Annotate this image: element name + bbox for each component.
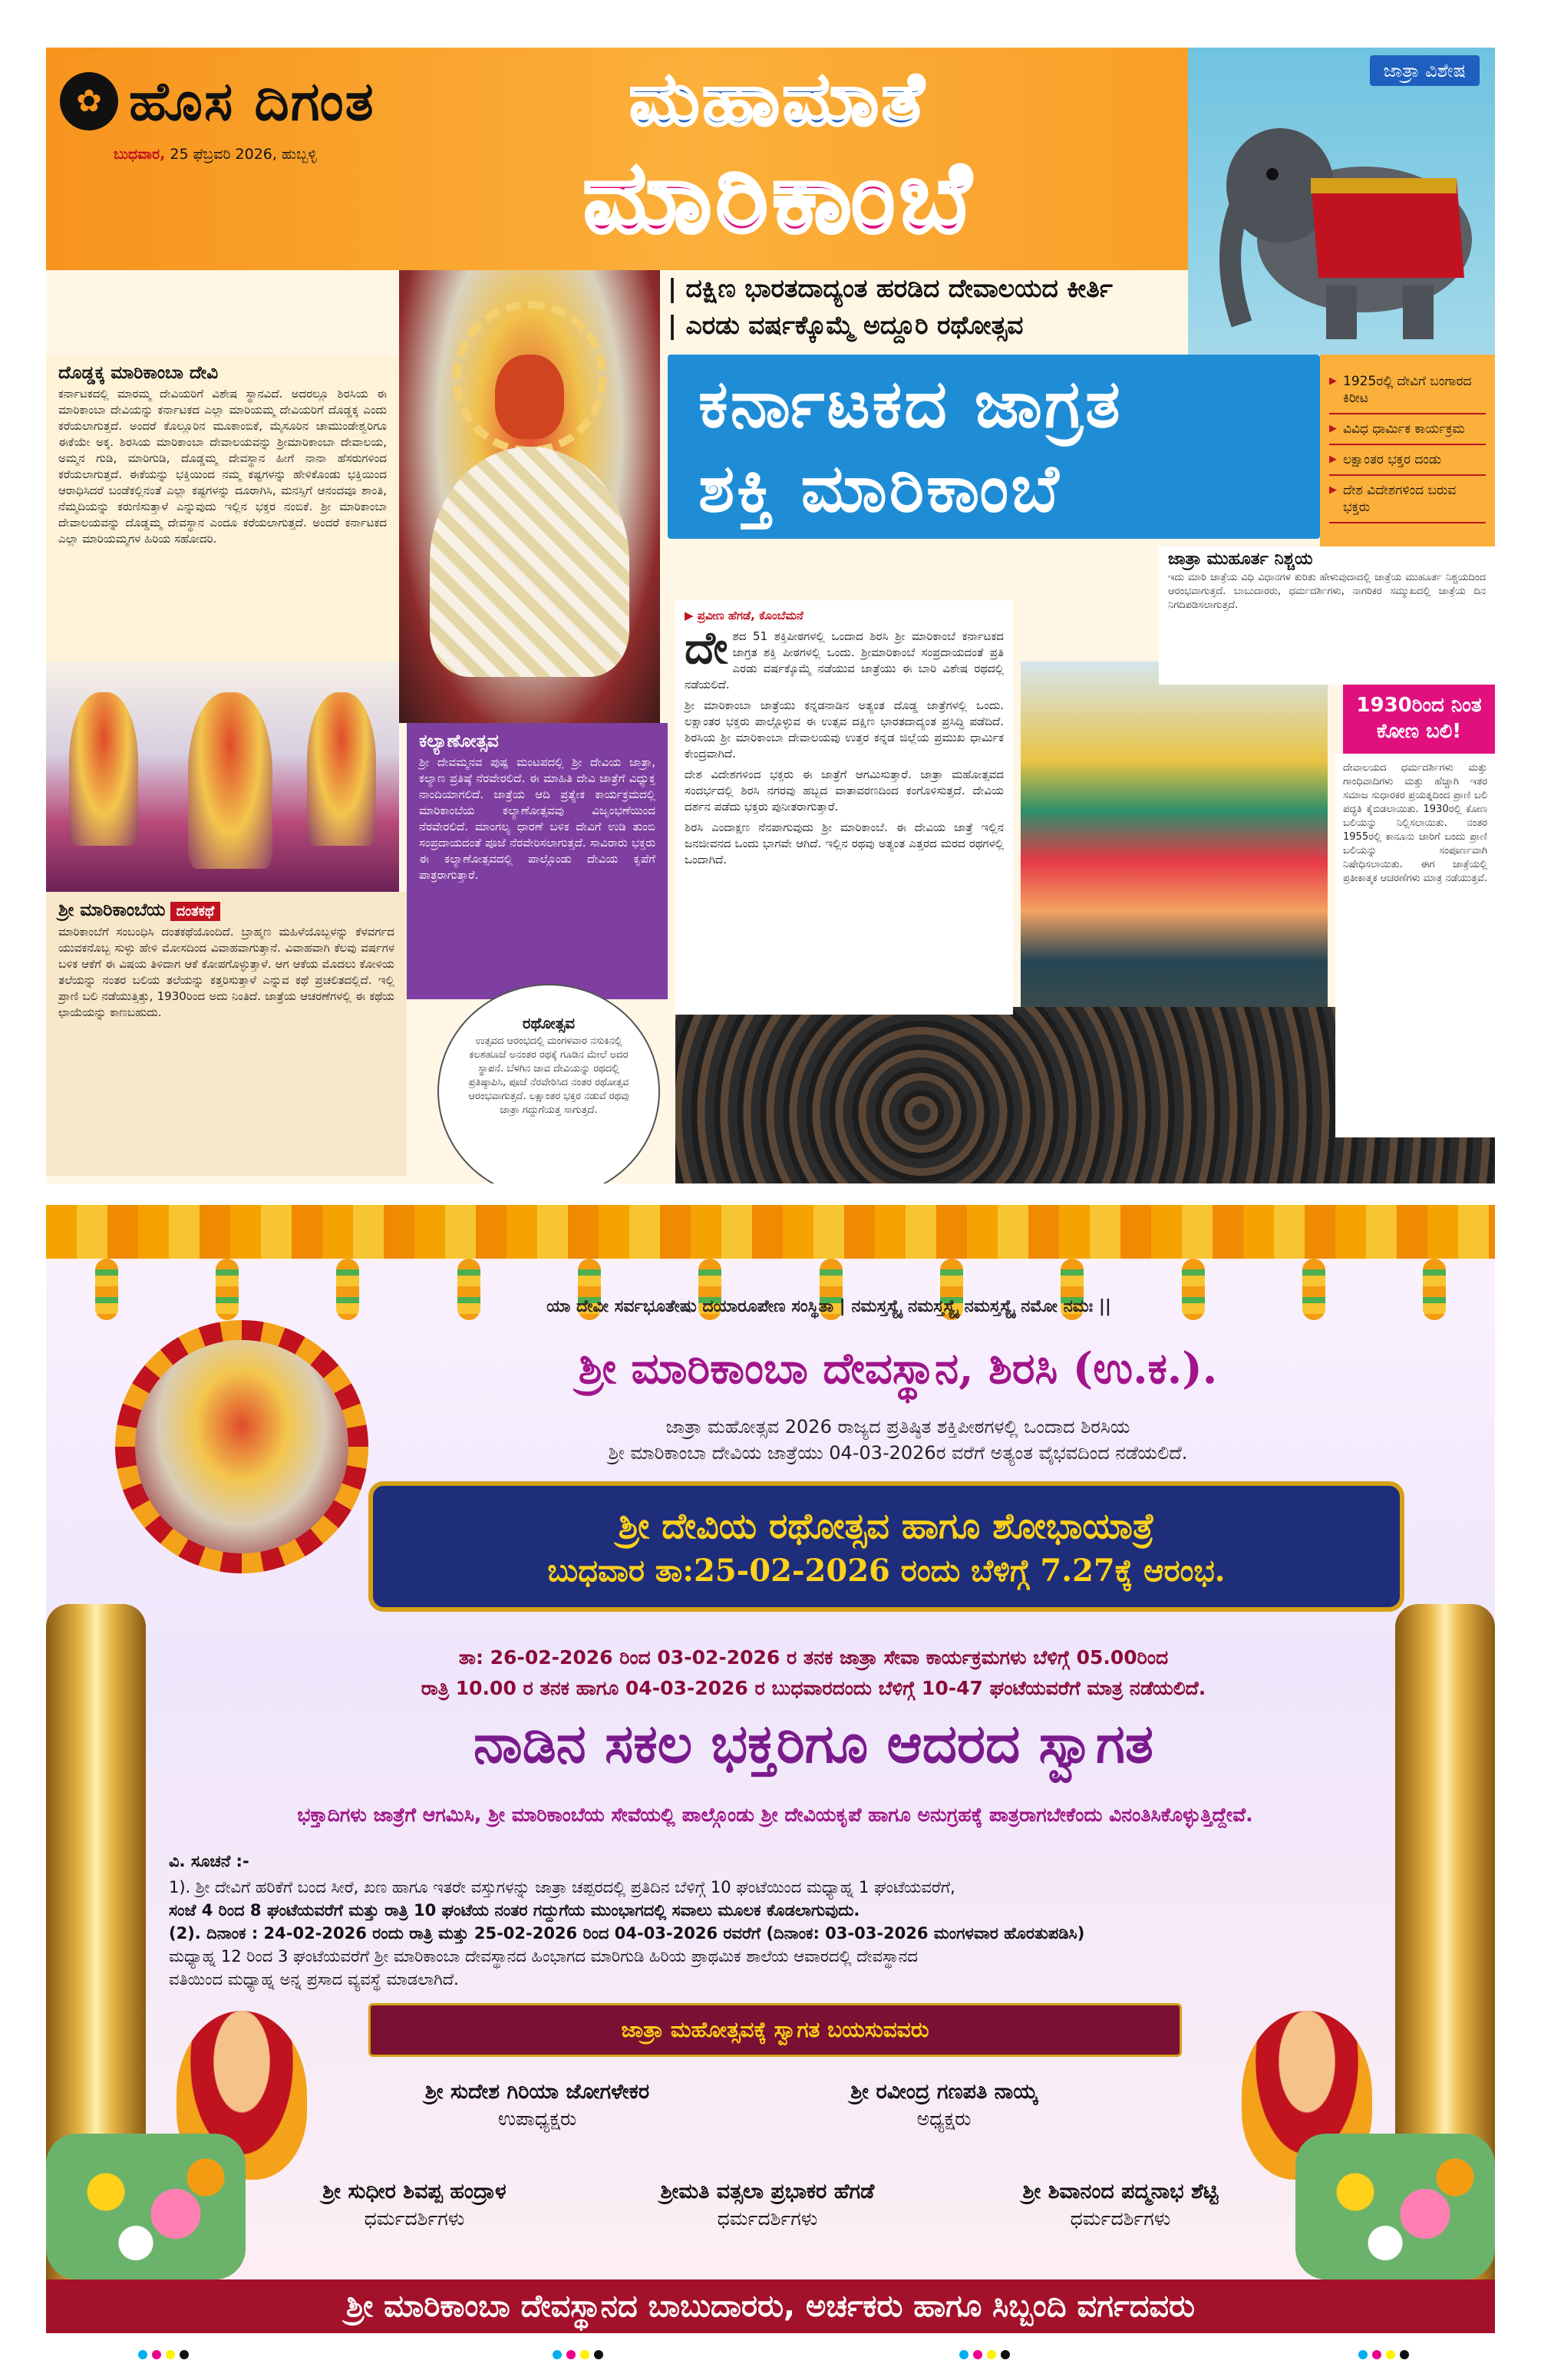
deity-mandala-frame bbox=[115, 1320, 368, 1573]
deity-photo bbox=[399, 270, 660, 723]
badge-1930: 1930ರಿಂದ ನಿಂತ ಕೋಣ ಬಲಿ! bbox=[1343, 685, 1495, 754]
welcomer-role: ಧರ್ಮದರ್ಶಿಗಳು bbox=[717, 2207, 818, 2230]
welcomers-banner bbox=[368, 2003, 1182, 2057]
headline-bullet: | ದಕ್ಷಿಣ ಭಾರತದಾದ್ಯಂತ ಹರಡಿದ ದೇವಾಲಯದ ಕೀರ್ತಿ bbox=[668, 273, 1113, 303]
dateline bbox=[114, 146, 317, 163]
article-legend-tag: ದಂತಕಥೆ bbox=[170, 902, 221, 921]
masthead bbox=[60, 63, 551, 140]
headline-banner bbox=[668, 355, 1320, 539]
masthead-logo-icon: ✿ bbox=[60, 72, 118, 130]
article-muhurta-title: ಜಾತ್ರಾ ಮುಹೂರ್ತ ನಿಶ್ಚಯ bbox=[1168, 550, 1313, 569]
welcomer-role: ಧರ್ಮದರ್ಶಿಗಳು bbox=[364, 2207, 465, 2230]
notice-block bbox=[169, 1850, 1259, 1991]
welcomer-person bbox=[606, 2180, 929, 2230]
article-legend bbox=[46, 892, 407, 1176]
welcomer-person bbox=[376, 2080, 698, 2131]
article-byline: ▶ ಪ್ರವೀಣ ಹೆಗಡೆ, ಕೊಂಬೆಮನೆ bbox=[685, 609, 803, 622]
welcomer-role: ಉಪಾಧ್ಯಕ್ಷರು bbox=[497, 2108, 577, 2130]
deity-face-shape bbox=[495, 355, 564, 439]
welcomer-name: ಶ್ರೀಮತಿ ವತ್ಸಲಾ ಪ್ರಭಾಕರ ಹೆಗಡೆ bbox=[660, 2180, 875, 2203]
notice-heading: ವಿ. ಸೂಚನೆ :- bbox=[169, 1852, 249, 1870]
article-kalyana-title: ಕಲ್ಯಾಣೋತ್ಸವ bbox=[419, 731, 499, 751]
registration-marks-icon bbox=[553, 2350, 603, 2359]
ad-footer bbox=[46, 2279, 1495, 2333]
notice-line: ಮಧ್ಯಾಹ್ನ 12 ರಿಂದ 3 ಘಂಟೆಯವರೆಗೆ ಶ್ರೀ ಮಾರಿಕಾಂಬಾ ದೇವಸ್ಥಾನದ ಹಿಂಭಾಗದ ಮಾರಿಗುಡಿ ಹಿರಿಯ ಪ್ರಾಥಮಿಕ ಶಾಲೆಯ ಆವಾರದಲ್ಲಿ ದೇವಸ್ಥಾನದ bbox=[169, 1947, 918, 1966]
article-1930-text: ದೇವಾಲಯದ ಧರ್ಮದರ್ಶಿಗಳು ಮತ್ತು ಗಾಂಧಿವಾದಿಗಳು ಮತ್ತು ಹೆಚ್ಚಾಗಿ ಇತರ ಸಮಾಜ ಸುಧಾರಕರ ಪ್ರಯತ್ನದಿಂದ ಪ್ರಾಣಿ ಬಲಿ ಪದ್ಧತಿ ಕೈಬಿಡಲಾಯಿತು. 1930ರಲ್ಲಿ ಕೋಣ ಬಲಿಯನ್ನು ನಿಲ್ಲಿಸಲಾಯಿತು. ನಂತರ 1955ರಲ್ಲಿ ಕಾನೂನು ಜಾರಿಗೆ ಬಂದು ಪ್ರಾಣಿ ಬಲಿಯನ್ನು ಸಂಪೂರ್ಣವಾಗಿ ನಿಷೇಧಿಸಲಾಯಿತು. ಈಗ ಜಾತ್ರೆಯಲ್ಲಿ ಪ್ರತೀಕಾತ್ಮಕ ಆಚರಣೆಗಳು ಮಾತ್ರ ನಡೆಯುತ್ತವೆ. bbox=[1343, 762, 1487, 884]
editorial-section bbox=[46, 48, 1495, 1183]
welcomer-name: ಶ್ರೀ ರವೀಂದ್ರ ಗಣಪತಿ ನಾಯ್ಕ bbox=[850, 2080, 1038, 2104]
article-1930 bbox=[1335, 754, 1495, 1137]
welcomers-title: ಜಾತ್ರಾ ಮಹೋತ್ಸವಕ್ಕೆ ಸ್ವಾಗತ ಬಯಸುವವರು bbox=[621, 2017, 929, 2042]
article-muhurta bbox=[1159, 546, 1495, 685]
notice-line: (2). ದಿನಾಂಕ : 24-02-2026 ರಂದು ರಾತ್ರಿ ಮತ್ತು 25-02-2026 ರಿಂದ 04-03-2026 ರವರೆಗೆ (ದಿನಾಂಕ: 03-03-2026 ಮಂಗಳವಾರ ಹೊರತುಪಡಿಸಿ) bbox=[169, 1924, 1085, 1943]
idol-shape bbox=[188, 692, 272, 869]
welcomer-name: ಶ್ರೀ ಸುದೇಶ ಗಿರಿಯಾ ಜೋಗಳೇಕರ bbox=[424, 2080, 650, 2104]
intro-line: ಶ್ರೀ ಮಾರಿಕಾಂಬಾ ದೇವಿಯ ಜಾತ್ರೆಯು 04-03-2026ರ ವರೆಗೆ ಅತ್ಯಂತ ವೈಭವದಿಂದ ನಡೆಯಲಿದೆ. bbox=[608, 1442, 1188, 1464]
article-rathotsava-text: ಉತ್ಸವದ ಆರಂಭದಲ್ಲಿ ಮಂಗಳವಾರ ನಸುಕಿನಲ್ಲಿ ಕಲಶಹೂಜೆ ಅನಂತರ ರಥಕ್ಕೆ ಗೂಡಿನ ಮೇಲೆ ಅದರ ಸ್ಥಾಪನೆ. ಬೆಳಗಿನ ಜಾವ ದೇವಿಯನ್ನು ರಥದಲ್ಲಿ ಪ್ರತಿಷ್ಠಾಪಿಸಿ, ಪೂಜೆ ನೆರವೇರಿಸಿದ ನಂತರ ರಥೋತ್ಸವ ಆರಂಭವಾಗುತ್ತದೆ. ಲಕ್ಷಾಂತರ ಭಕ್ತರ ನಡುವೆ ರಥವು ಜಾತ್ರಾ ಗದ್ದುಗೆಯತ್ತ ಸಾಗುತ್ತದೆ. bbox=[468, 1035, 629, 1116]
seva-line: ರಾತ್ರಿ 10.00 ರ ತನಕ ಹಾಗೂ 04-03-2026 ರ ಬುಧವಾರದಂದು ಬೆಳಿಗ್ಗೆ 10-47 ಘಂಟೆಯವರೆಗೆ ಮಾತ್ರ ನಡೆಯಲಿದೆ. bbox=[421, 1677, 1206, 1699]
marigold-drop-icon bbox=[336, 1259, 359, 1320]
side-point: ▶ ಲಕ್ಷಾಂತರ ಭಕ್ತರ ದಂಡು bbox=[1329, 445, 1486, 476]
registration-marks-icon bbox=[138, 2350, 189, 2359]
marigold-drop-icon bbox=[216, 1259, 239, 1320]
welcome-heading: ನಾಡಿನ ಸಕಲ ಭಕ್ತರಿಗೂ ಆದರದ ಸ್ವಾಗತ bbox=[474, 1712, 1153, 1775]
article-main bbox=[675, 600, 1013, 1015]
welcomer-person bbox=[783, 2080, 1105, 2131]
paper-name: ಹೊಸ ದಿಗಂತ bbox=[129, 69, 375, 133]
garland-shape bbox=[430, 447, 629, 677]
idol-shape bbox=[307, 692, 376, 846]
article-paragraph: ಶ್ರೀ ಮಾರಿಕಾಂಬಾ ಜಾತ್ರೆಯು ಕನ್ನಡನಾಡಿನ ಅತ್ಯಂತ ದೊಡ್ಡ ಜಾತ್ರೆಗಳಲ್ಲಿ ಒಂದು. ಲಕ್ಷಾಂತರ ಭಕ್ತರು ಪಾಲ್ಗೊಳ್ಳುವ ಈ ಉತ್ಸವ ದಕ್ಷಿಣ ಭಾರತದಾದ್ಯಂತ ಪ್ರಸಿದ್ಧಿ ಪಡೆದಿದೆ. ಶಿರಸಿಯ ಶ್ರೀ ಮಾರಿಕಾಂಬಾ ದೇವಾಲಯವು ಉತ್ತರ ಕನ್ನಡ ಜಿಲ್ಲೆಯ ಪ್ರಮುಖ ಧಾರ್ಮಿಕ ಕೇಂದ್ರವಾಗಿದೆ. bbox=[685, 698, 1004, 761]
invite-text: ಭಕ್ತಾದಿಗಳು ಜಾತ್ರೆಗೆ ಆಗಮಿಸಿ, ಶ್ರೀ ಮಾರಿಕಾಂಬೆಯ ಸೇವೆಯಲ್ಲಿ ಪಾಲ್ಗೊಂಡು ಶ್ರೀ ದೇವಿಯಕೃಪೆ ಹಾಗೂ ಅನುಗ್ರಹಕ್ಕೆ ಪಾತ್ರರಾಗಬೇಕೆಂದು ವಿನಂತಿಸಿಕೊಳ್ಳುತ್ತಿದ್ದೇವೆ. bbox=[297, 1804, 1253, 1826]
rathotsava-banner bbox=[368, 1481, 1404, 1612]
intro-line: ಜಾತ್ರಾ ಮಹೋತ್ಸವ 2026 ರಾಜ್ಯದ ಪ್ರತಿಷ್ಠಿತ ಶಕ್ತಿಪೀಠಗಳಲ್ಲಿ ಒಂದಾದ ಶಿರಸಿಯ bbox=[665, 1416, 1130, 1438]
marigold-drop-icon bbox=[95, 1259, 118, 1320]
elephant-statue-icon bbox=[1211, 94, 1487, 347]
welcomer-person bbox=[253, 2180, 576, 2230]
headline-bullet: | ಎರಡು ವರ್ಷಕ್ಕೊಮ್ಮೆ ಅದ್ದೂರಿ ರಥೋತ್ಸವ bbox=[668, 310, 1024, 340]
dateline-date: 25 ಫೆಬ್ರವರಿ 2026, ಹುಬ್ಬಳ್ಳಿ bbox=[170, 146, 317, 163]
article-devi-text: ಕರ್ನಾಟಕದಲ್ಲಿ ಮಾರಮ್ಮ ದೇವಿಯರಿಗೆ ವಿಶೇಷ ಸ್ಥಾನವಿದೆ. ಅದರಲ್ಲೂ ಶಿರಸಿಯ ಈ ಮಾರಿಕಾಂಬಾ ದೇವಿಯನ್ನು ಕರ್ನಾಟಕದ ಎಲ್ಲಾ ಮಾರಿಯಮ್ಮ ದೇವಿಯರಿಗೆ ದೊಡ್ಡಕ್ಕ ಎಂದು ಕರೆಯಲಾಗುತ್ತದೆ. ಅಂದರೆ ಕೊಲ್ಲೂರಿನ ಮೂಕಾಂಬಿಕೆ, ಮೈಸೂರಿನ ಚಾಮುಂಡೇಶ್ವರಿಗೂ ಈಕೆಯೇ ಅಕ್ಕ. ಶಿರಸಿಯ ಮಾರಿಕಾಂಬಾ ದೇವಾಲಯವನ್ನು ಶ್ರೀಮಾರಿಕಾಂಬಾ ದೇವಾಲಯ, ಅಮ್ಮನ ಗುಡಿ, ಮಾರಿಗುಡಿ, ದೊಡ್ಡಮ್ಮ ದೇವಸ್ಥಾನ ಹೀಗೆ ನಾನಾ ಹೆಸರುಗಳಿಂದ ಕರೆಯಲಾಗುತ್ತದೆ. ಈಕೆಯನ್ನು ಭಕ್ತಿಯಿಂದ ನಮ್ಮ ಕಷ್ಟಗಳನ್ನು ಹೇಳಿಕೊಂಡು ಭಕ್ತಿಯಿಂದ ಆರಾಧಿಸಿದರೆ ಬಂಡೆಕಲ್ಲಿನಂತೆ ಎಲ್ಲಾ ಕಷ್ಟಗಳನ್ನು ದೂರಾಗಿಸಿ, ಮನಸ್ಸಿಗೆ ಆನಂದವೂ ಶಾಂತಿ, ನೆಮ್ಮದಿಯನ್ನು ಕರುಣಿಸುತ್ತಾಳೆ ಎನ್ನುವುದು ಇಲ್ಲಿನ ಭಕ್ತರ ನಂಬಿಕೆ. ಶ್ರೀ ಮಾರಿಕಾಂಬಾ ದೇವಾಲಯವನ್ನು ದೊಡ್ಡಮ್ಮ ದೇವಸ್ಥಾನ ಎಂದೂ ಕರೆಯಲಾಗುತ್ತದೆ. ಅಂದರೆ ಕರ್ನಾಟಕದ ಎಲ್ಲಾ ಮಾರಿಯಮ್ಮಗಳ ಹಿರಿಯ ಸಹೋದರಿ. bbox=[58, 387, 387, 546]
rathotsava-banner-date: ಬುಧವಾರ ತಾ:25-02-2026 ರಂದು ಬೆಳಿಗ್ಗೆ 7.27ಕ್ಕೆ ಆರಂಭ. bbox=[547, 1552, 1226, 1589]
article-legend-title: ಶ್ರೀ ಮಾರಿಕಾಂಬೆಯ bbox=[58, 900, 166, 920]
article-rathotsava-title: ರಥೋತ್ಸವ bbox=[522, 1014, 576, 1032]
welcomer-role: ಧರ್ಮದರ್ಶಿಗಳು bbox=[1070, 2207, 1171, 2230]
welcomer-role: ಅಧ್ಯಕ್ಷರು bbox=[916, 2108, 972, 2130]
seva-line: ತಾ: 26-02-2026 ರಿಂದ 03-02-2026 ರ ತನಕ ಜಾತ್ರಾ ಸೇವಾ ಕಾರ್ಯಕ್ರಮಗಳು ಬೆಳಿಗ್ಗೆ 05.00ರಿಂದ bbox=[458, 1646, 1169, 1669]
headline-line1: ಮಹಾಮಾತೆ bbox=[629, 55, 927, 142]
ad-intro bbox=[414, 1414, 1381, 1466]
banner-line1: ಕರ್ನಾಟಕದ ಜಾಗ್ರತ bbox=[698, 365, 1123, 443]
article-kalyana bbox=[407, 723, 668, 999]
article-paragraph: ದೇಶ ವಿದೇಶಗಳಿಂದ ಭಕ್ತರು ಈ ಜಾತ್ರೆಗೆ ಆಗಮಿಸುತ್ತಾರೆ. ಜಾತ್ರಾ ಮಹೋತ್ಸವದ ಸಂದರ್ಭದಲ್ಲಿ ಶಿರಸಿ ನಗರವು ಹಬ್ಬದ ವಾತಾವರಣದಿಂದ ಕಂಗೊಳಿಸುತ್ತದೆ. ದೇವಿಯ ದರ್ಶನ ಪಡೆದು ಭಕ್ತರು ಪುನೀತರಾಗುತ್ತಾರೆ. bbox=[685, 767, 1004, 814]
marigold-garland-top bbox=[46, 1205, 1495, 1259]
banner-line2: ಶಕ್ತಿ ಮಾರಿಕಾಂಬೆ bbox=[698, 450, 1061, 527]
headline-bullets bbox=[668, 270, 1197, 344]
article-muhurta-text: ಇದು ಮಾರಿ ಜಾತ್ರೆಯ ವಿಧಿ ವಿಧಾನಗಳ ಕುರಿತು ಹೇಳುವುದಾದಲ್ಲಿ ಜಾತ್ರೆಯ ಮುಹೂರ್ತ ನಿಶ್ಚಯದಿಂದ ಆರಂಭವಾಗುತ್ತದೆ. ಬಾಬುದಾರರು, ಧರ್ಮದರ್ಶಿಗಳು, ನಾಗರಿಕರ ಸಮ್ಮುಖದಲ್ಲಿ ಜಾತ್ರೆಯ ದಿನ ನಿಗದಿಪಡಿಸಲಾಗುತ್ತದೆ. bbox=[1168, 572, 1486, 611]
marigold-drop-icon bbox=[1423, 1259, 1446, 1320]
article-paragraph: ಶದ 51 ಶಕ್ತಿಪೀಠಗಳಲ್ಲಿ ಒಂದಾದ ಶಿರಸಿ ಶ್ರೀ ಮಾರಿಕಾಂಬೆ ಕರ್ನಾಟಕದ ಜಾಗ್ರತ ಶಕ್ತಿ ಪೀಠಗಳಲ್ಲಿ ಒಂದು. ಶ್ರೀಮಾರಿಕಾಂಬೆ ಸಂಪ್ರದಾಯದಂತೆ ಪ್ರತಿ ಎರಡು ವರ್ಷಕ್ಕೊಮ್ಮೆ ನಡೆಯುವ ಜಾತ್ರೆಯು ಈ ಬಾರಿ ವಿಶೇಷ ರಥದಲ್ಲಿ ನಡೆಯಲಿದೆ. bbox=[685, 629, 1004, 692]
side-point: ▶ 1925ರಲ್ಲಿ ದೇವಿಗೆ ಬಂಗಾರದ ಕಿರೀಟ bbox=[1329, 367, 1486, 414]
registration-marks-icon bbox=[1358, 2350, 1409, 2359]
notice-line: 1). ಶ್ರೀ ದೇವಿಗೆ ಹರಿಕೆಗೆ ಬಂದ ಸೀರೆ, ಖಣ ಹಾಗೂ ಇತರೇ ವಸ್ತುಗಳನ್ನು ಜಾತ್ರಾ ಚಪ್ಪರದಲ್ಲಿ ಪ್ರತಿದಿನ ಬೆಳಿಗ್ಗೆ 10 ಘಂಟೆಯಿಂದ ಮಧ್ಯಾಹ್ನ 1 ಘಂಟೆಯವರೆಗೆ, bbox=[169, 1878, 955, 1896]
idols-photo bbox=[46, 662, 399, 892]
welcomer-name: ಶ್ರೀ ಸುಧೀರ ಶಿವಪ್ಪ ಹಂದ್ರಾಳ bbox=[322, 2180, 507, 2203]
seva-schedule bbox=[276, 1642, 1351, 1704]
shloka: ಯಾ ದೇವೀ ಸರ್ವಭೂತೇಷು ದಯಾರೂಪೇಣ ಸಂಸ್ಥಿತಾ | ನಮಸ್ತಸ್ಯೈ ನಮಸ್ತಸ್ಯೈ ನಮಸ್ತಸ್ಯೈ ನಮೋ ನಮಃ || bbox=[546, 1297, 1111, 1316]
notice-line: ವತಿಯಿಂದ ಮಧ್ಯಾಹ್ನ ಅನ್ನ ಪ್ರಸಾದ ವ್ಯವಸ್ಥೆ ಮಾಡಲಾಗಿದೆ. bbox=[169, 1970, 459, 1989]
section-tag: ಜಾತ್ರಾ ವಿಶೇಷ bbox=[1370, 55, 1480, 86]
welcomer-name: ಶ್ರೀ ಶಿವಾನಂದ ಪದ್ಮನಾಭ ಶೆಟ್ಟಿ bbox=[1022, 2180, 1219, 2203]
welcomer-person bbox=[959, 2180, 1282, 2230]
marigold-drop-icon bbox=[1302, 1259, 1325, 1320]
ad-footer-text: ಶ್ರೀ ಮಾರಿಕಾಂಬಾ ದೇವಸ್ಥಾನದ ಬಾಬುದಾರರು, ಅರ್ಚಕರು ಹಾಗೂ ಸಿಬ್ಬಂದಿ ವರ್ಗದವರು bbox=[346, 2289, 1195, 2324]
flower-bouquet-icon bbox=[1295, 2134, 1495, 2279]
temple-name: ಶ್ರೀ ಮಾರಿಕಾಂಬಾ ದೇವಸ್ಥಾನ, ಶಿರಸಿ (ಉ.ಕ.). bbox=[578, 1343, 1218, 1394]
deity-portrait bbox=[135, 1340, 348, 1553]
idol-shape bbox=[69, 692, 138, 846]
article-paragraph: ಶಿರಸಿ ಎಂದಾಕ್ಷಣ ನೆನಪಾಗುವುದು ಶ್ರೀ ಮಾರಿಕಾಂಬೆ. ಈ ದೇವಿಯ ಜಾತ್ರೆ ಇಲ್ಲಿನ ಜನಜೀವನದ ಒಂದು ಭಾಗವೇ ಆಗಿದೆ. ಇಲ್ಲಿನ ರಥವು ಅತ್ಯಂತ ಎತ್ತರದ ಮರದ ರಥಗಳಲ್ಲಿ ಒಂದಾಗಿದೆ. bbox=[685, 820, 1004, 867]
article-devi bbox=[46, 355, 399, 662]
article-dropcap: ದೇ bbox=[685, 622, 728, 674]
dateline-weekday: ಬುಧವಾರ, bbox=[114, 146, 166, 163]
article-legend-text: ಮಾರಿಕಾಂಬೆಗೆ ಸಂಬಂಧಿಸಿ ದಂತಕಥೆಯೊಂದಿದೆ. ಬ್ರಾಹ್ಮಣ ಮಹಿಳೆಯೊಬ್ಬಳನ್ನು ಕೆಳವರ್ಗದ ಯುವಕನೊಬ್ಬ ಸುಳ್ಳು ಹೇಳಿ ಮೋಸದಿಂದ ವಿವಾಹವಾಗುತ್ತಾನೆ. ವಿವಾಹವಾಗಿ ಕೆಲವು ವರ್ಷಗಳ ಬಳಿಕ ಆಕೆಗೆ ಈ ವಿಷಯ ತಿಳಿದಾಗ ಆಕೆ ಕೋಪಗೊಳ್ಳುತ್ತಾಳೆ. ಆಗ ಆಕೆಯ ಮೊದಲು ಕೋಳಿಯ ತಲೆಯನ್ನು ನಂತರ ಬಲಿಯ ತಲೆಯನ್ನು ಕತ್ತರಿಸುತ್ತಾಳೆ ಎನ್ನುವ ಕಥೆ ಪ್ರಚಲಿತದಲ್ಲಿದೆ. ಇಲ್ಲಿ ಪ್ರಾಣಿ ಬಲಿ ನಡೆಯುತ್ತಿತ್ತು, 1930ರಿಂದ ಅದು ನಿಂತಿದೆ. ಜಾತ್ರೆಯ ಆಚರಣೆಗಳಲ್ಲಿ ಈ ಕಥೆಯ ಛಾಯೆಯನ್ನು ಕಾಣಬಹುದು. bbox=[58, 925, 394, 1019]
notice-line: ಸಂಜೆ 4 ರಿಂದ 8 ಘಂಟೆಯವರೆಗೆ ಮತ್ತು ರಾತ್ರಿ 10 ಘಂಟೆಯ ನಂತರ ಗದ್ದುಗೆಯ ಮುಂಭಾಗದಲ್ಲಿ ಸವಾಲು ಮೂಲಕ ಕೊಡಲಾಗುವುದು. bbox=[169, 1901, 860, 1920]
temple-advertisement bbox=[46, 1205, 1495, 2333]
rathotsava-banner-title: ಶ್ರೀ ದೇವಿಯ ರಥೋತ್ಸವ ಹಾಗೂ ಶೋಭಾಯಾತ್ರೆ bbox=[618, 1504, 1155, 1547]
flower-bouquet-icon bbox=[46, 2134, 246, 2279]
headline-line2: ಮಾರಿಕಾಂಬೆ bbox=[583, 140, 975, 255]
article-legend-heading bbox=[58, 900, 394, 920]
article-kalyana-text: ಶ್ರೀ ದೇವಮ್ಮನವ ಪುಷ್ಪ ಮಂಟಪದಲ್ಲಿ ಶ್ರೀ ದೇವಿಯ ಜಾತ್ರಾ, ಕಲ್ಯಾಣ ಪ್ರತಿಷ್ಠೆ ನೆರವೇರಲಿದೆ. ಈ ಮಾಹಿತಿ ದೇವಿ ಜಾತ್ರೆಗೆ ವಿಧ್ಯುಕ್ತ ನಾಂದಿಯಾಗಲಿದೆ. ಜಾತ್ರೆಯ ಆದಿ ಪ್ರತ್ಯೇಕ ಕಾರ್ಯಕ್ರಮದಲ್ಲಿ ಮಾರಿಕಾಂಬೆಯ ಕಲ್ಯಾಣೋತ್ಸವವು ವಿಜೃಂಭಣೆಯಿಂದ ನೆರವೇರಲಿದೆ. ಮಾಂಗಲ್ಯ ಧಾರಣೆ ಬಳಿಕ ದೇವಿಗೆ ಉಡಿ ತುಂಬಿ ಸಂಪ್ರದಾಯದಂತೆ ಪೂಜೆ ನೆರವೇರಿಸಲಾಗುತ್ತದೆ. ಸಾವಿರಾರು ಭಕ್ತರು ಈ ಕಲ್ಯಾಣೋತ್ಸವದಲ್ಲಿ ಪಾಲ್ಗೊಂಡು ದೇವಿಯ ಕೃಪೆಗೆ ಪಾತ್ರರಾಗುತ್ತಾರೆ. bbox=[419, 755, 655, 882]
article-rathotsava bbox=[437, 984, 660, 1183]
side-point: ▶ ದೇಶ ವಿದೇಶಗಳಿಂದ ಬರುವ ಭಕ್ತರು bbox=[1329, 476, 1486, 523]
registration-marks-icon bbox=[959, 2350, 1010, 2359]
article-devi-title: ದೊಡ್ಡಕ್ಕ ಮಾರಿಕಾಂಬಾ ದೇವಿ bbox=[58, 363, 219, 383]
side-point: ▶ ವಿವಿಧ ಧಾರ್ಮಿಕ ಕಾರ್ಯಕ್ರಮ bbox=[1329, 414, 1486, 445]
